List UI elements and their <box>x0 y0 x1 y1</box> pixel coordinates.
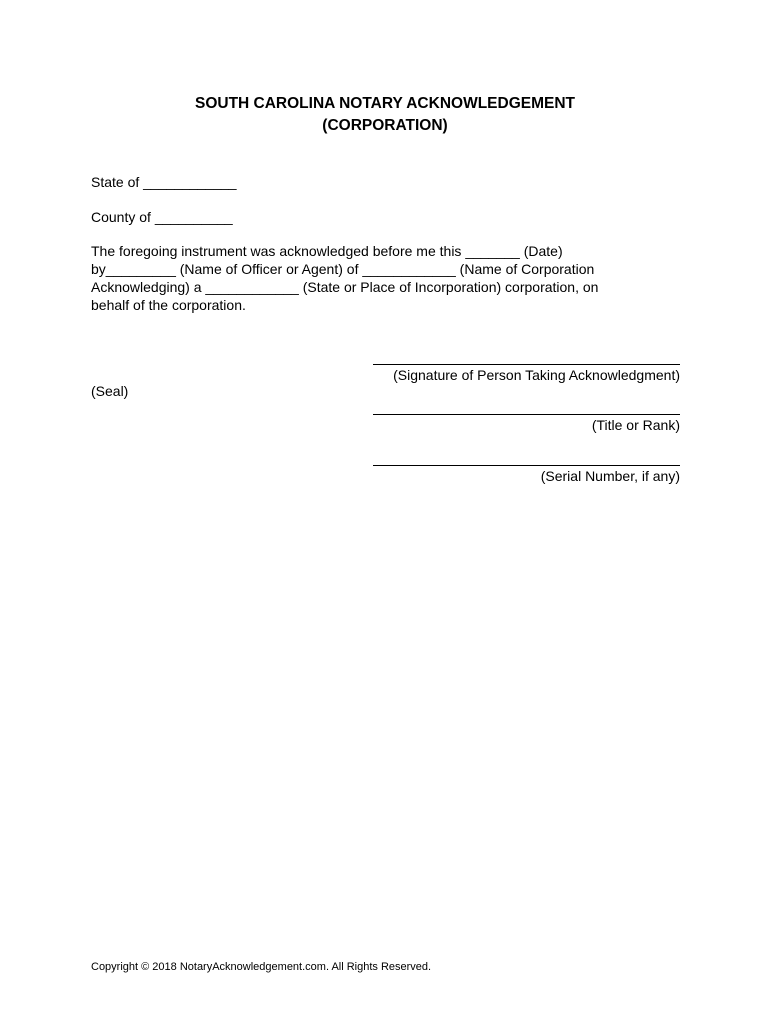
county-of-line: County of __________ <box>91 209 233 225</box>
acknowledgment-paragraph <box>91 242 691 314</box>
paragraph-line: behalf of the corporation. <box>91 297 246 313</box>
copyright-footer: Copyright © 2018 NotaryAcknowledgement.com. All Rights Reserved. <box>91 961 432 973</box>
signature-line <box>373 364 680 365</box>
seal-label: (Seal) <box>91 383 129 399</box>
signature-block <box>373 347 680 384</box>
document-title-line-2: (CORPORATION) <box>322 117 448 134</box>
paragraph-line: by_________ (Name of Officer or Agent) of ____________ (Name of Corporation <box>91 261 595 277</box>
signature-label: (Signature of Person Taking Acknowledgment) <box>393 367 680 383</box>
serial-number-label: (Serial Number, if any) <box>540 468 680 484</box>
serial-number-line <box>373 465 680 466</box>
title-rank-block <box>373 398 680 434</box>
document-title-line-1: SOUTH CAROLINA NOTARY ACKNOWLEDGEMENT <box>194 95 576 112</box>
state-of-line: State of ____________ <box>91 174 237 190</box>
title-rank-line <box>373 414 680 415</box>
title-rank-label: (Title or Rank) <box>591 417 680 433</box>
paragraph-line: The foregoing instrument was acknowledged before me this _______ (Date) <box>91 243 563 259</box>
paragraph-line: Acknowledging) a ____________ (State or Place of Incorporation) corporation, on <box>91 279 599 295</box>
serial-number-block <box>373 449 680 485</box>
